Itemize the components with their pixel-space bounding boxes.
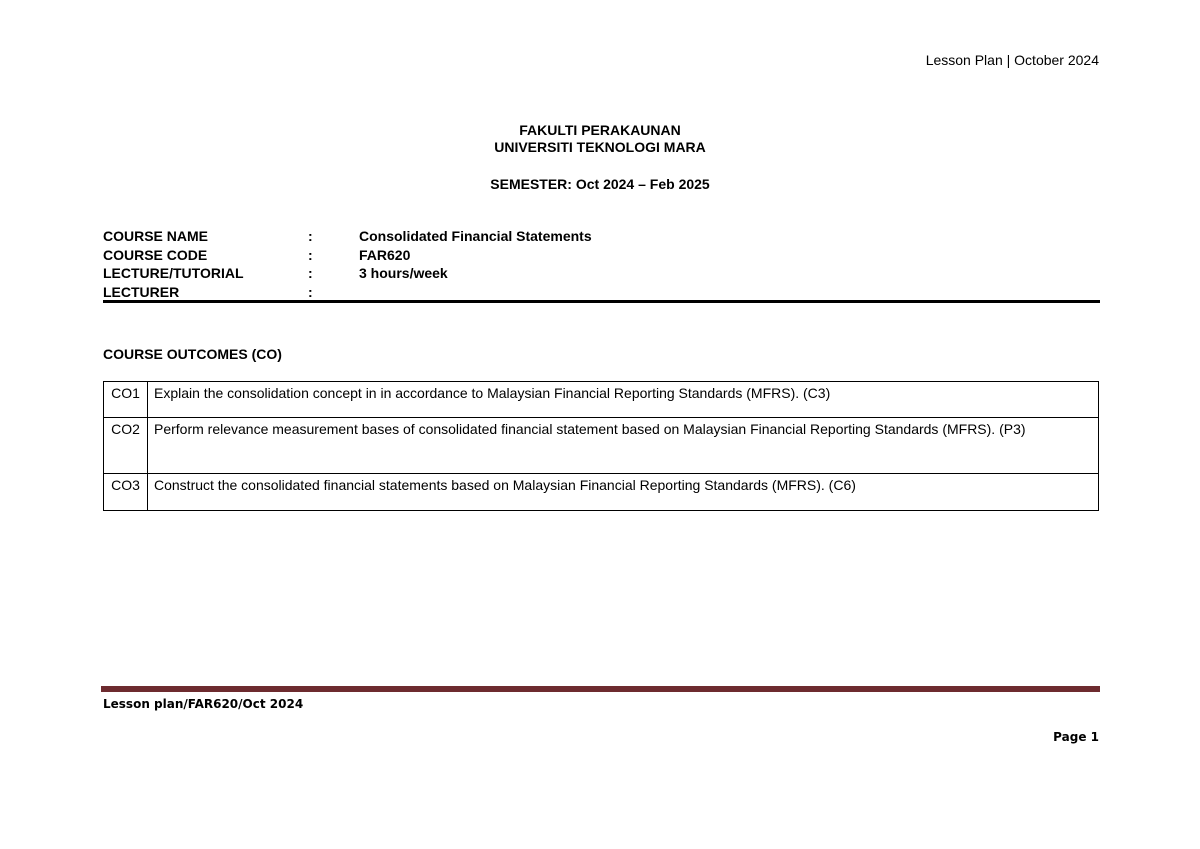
lecturer-row xyxy=(103,283,1100,302)
header-document-title: Lesson Plan | October 2024 xyxy=(925,52,1099,68)
co-description-cell: Perform relevance measurement bases of consolidated financial statement based on Malaysian Financial Reporting Standards (MFRS). (P3) xyxy=(148,418,1099,474)
co-description-cell: Construct the consolidated financial statements based on Malaysian Financial Reporting Standards (MFRS). (C6) xyxy=(148,474,1099,511)
co-code-cell: CO3 xyxy=(104,474,148,511)
page-number: Page 1 xyxy=(1053,730,1099,744)
faculty-title: FAKULTI PERAKAUNAN xyxy=(519,122,681,138)
table-row xyxy=(104,474,1099,511)
course-name-row xyxy=(103,227,1100,246)
course-info-block xyxy=(103,227,1100,301)
course-code-row xyxy=(103,246,1100,265)
lecture-tutorial-colon: : xyxy=(308,265,313,281)
course-code-value: FAR620 xyxy=(359,246,411,263)
table-row xyxy=(104,418,1099,474)
lecture-tutorial-label: LECTURE/TUTORIAL xyxy=(103,265,244,281)
course-name-label: COURSE NAME xyxy=(103,228,209,244)
semester-title: SEMESTER: Oct 2024 – Feb 2025 xyxy=(490,176,710,192)
university-title: UNIVERSITI TEKNOLOGI MARA xyxy=(494,139,706,155)
lecture-tutorial-value: 3 hours/week xyxy=(359,265,448,281)
footer-divider xyxy=(101,686,1100,692)
lecturer-label: LECTURER xyxy=(103,283,180,300)
course-outcomes-heading: COURSE OUTCOMES (CO) xyxy=(103,346,282,362)
course-outcomes-table xyxy=(103,381,1099,511)
co-code-cell: CO1 xyxy=(104,382,148,418)
course-code-colon: : xyxy=(308,246,313,263)
lecturer-value xyxy=(359,283,1100,302)
lecture-tutorial-row xyxy=(103,264,1100,283)
course-name-value: Consolidated Financial Statements xyxy=(359,228,592,244)
course-name-colon: : xyxy=(308,228,313,244)
course-code-label: COURSE CODE xyxy=(103,246,208,263)
table-row xyxy=(104,382,1099,418)
co-code-cell: CO2 xyxy=(104,418,148,474)
footer-document-reference: Lesson plan/FAR620/Oct 2024 xyxy=(103,697,304,711)
co-description-cell: Explain the consolidation concept in in accordance to Malaysian Financial Reporting Standards (MFRS). (C3) xyxy=(148,382,1099,418)
section-divider xyxy=(103,300,1100,303)
lecturer-colon: : xyxy=(308,283,313,300)
